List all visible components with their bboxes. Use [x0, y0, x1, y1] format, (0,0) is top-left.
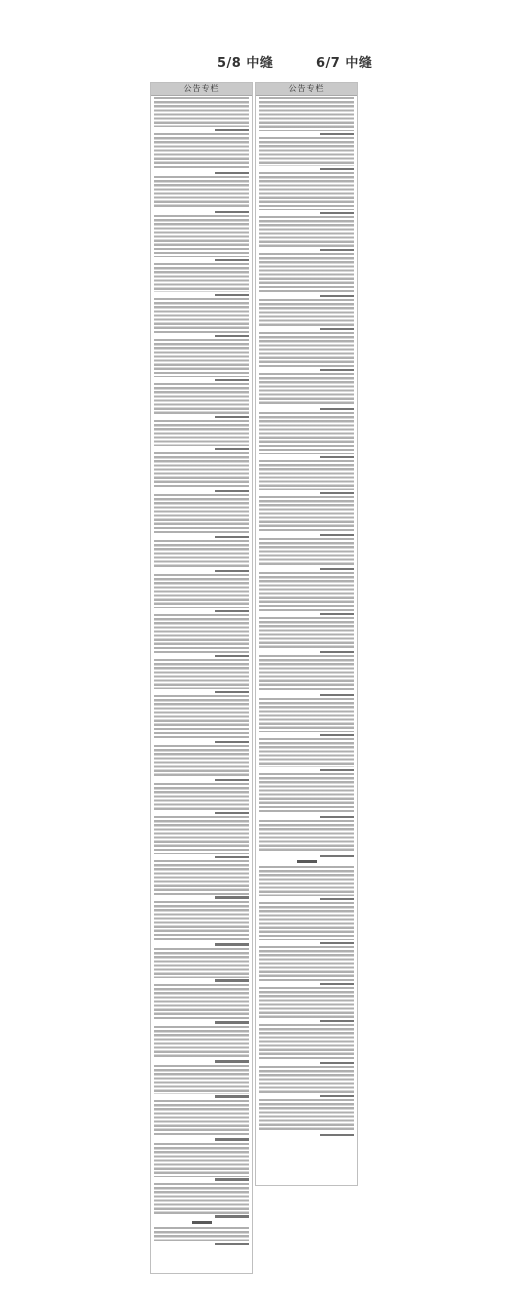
court-signature-line: [154, 210, 249, 215]
notice-column-body: [256, 96, 357, 1137]
court-signature-line: [259, 566, 354, 571]
notice-paragraph: [259, 902, 354, 940]
notice-paragraph: [154, 133, 249, 170]
court-signature-line: [154, 1020, 249, 1025]
court-signature-line: [154, 810, 249, 815]
notice-paragraph: [154, 540, 249, 568]
court-signature-line: [259, 1132, 354, 1137]
notice-paragraph: [259, 373, 354, 406]
court-signature-line: [154, 978, 249, 983]
court-signature-line: [259, 248, 354, 253]
court-signature-line: [154, 1177, 249, 1182]
notice-paragraph: [154, 383, 249, 414]
notice-paragraph: [259, 460, 354, 490]
notice-paragraph: [259, 137, 354, 166]
court-signature-line: [259, 368, 354, 373]
notice-paragraph: [154, 494, 249, 534]
court-signature-line: [154, 1241, 249, 1246]
notice-paragraph: [259, 253, 354, 293]
court-signature-line: [154, 739, 249, 744]
court-signature-line: [259, 940, 354, 945]
notice-paragraph: [259, 332, 354, 367]
notice-paragraph: [154, 614, 249, 653]
notice-paragraph: [154, 215, 249, 257]
notice-paragraph: [259, 617, 354, 649]
court-signature-line: [259, 532, 354, 537]
court-signature-line: [154, 1137, 249, 1142]
notice-paragraph: [154, 574, 249, 608]
notice-paragraph: [154, 1026, 249, 1059]
notice-paragraph: [154, 452, 249, 488]
court-signature-line: [259, 167, 354, 172]
court-signature-line: [154, 171, 249, 176]
spread-label-6-7: 6/7 中缝: [316, 56, 373, 71]
court-signature-line: [259, 490, 354, 495]
notice-paragraph: [259, 299, 354, 326]
court-signature-line: [154, 1214, 249, 1219]
notice-paragraph: [154, 1100, 249, 1137]
court-signature-line: [154, 414, 249, 419]
notice-paragraph: [154, 783, 249, 810]
notice-paragraph: [259, 97, 354, 131]
court-signature-line: [154, 446, 249, 451]
court-signature-line: [154, 653, 249, 658]
notice-paragraph: [259, 216, 354, 247]
court-signature-line: [154, 128, 249, 133]
notice-paragraph: [259, 773, 354, 814]
notice-paragraph: [259, 1024, 354, 1060]
court-signature-line: [259, 211, 354, 216]
notice-section-title: [154, 1220, 249, 1226]
notice-paragraph: [154, 901, 249, 942]
notice-paragraph: [259, 172, 354, 210]
court-signature-line: [259, 767, 354, 772]
notice-column-left: [150, 82, 253, 1274]
court-signature-line: [259, 1060, 354, 1065]
notice-paragraph: [154, 1227, 249, 1241]
notice-paragraph: [259, 655, 354, 692]
court-signature-line: [154, 258, 249, 263]
court-signature-line: [154, 534, 249, 539]
column-header: 公告专栏: [256, 83, 357, 96]
court-signature-line: [259, 454, 354, 459]
notice-paragraph: [259, 946, 354, 981]
court-signature-line: [259, 1093, 354, 1098]
column-header: 公告专栏: [151, 83, 252, 96]
court-signature-line: [154, 1059, 249, 1064]
notice-paragraph: [154, 745, 249, 777]
notice-paragraph: [259, 987, 354, 1018]
notice-paragraph: [154, 263, 249, 292]
court-signature-line: [154, 942, 249, 947]
court-signature-line: [259, 897, 354, 902]
notice-paragraph: [154, 984, 249, 1020]
notice-paragraph: [154, 860, 249, 895]
notice-paragraph: [154, 695, 249, 739]
court-signature-line: [259, 611, 354, 616]
court-signature-line: [259, 981, 354, 986]
notice-paragraph: [259, 572, 354, 611]
court-signature-line: [259, 692, 354, 697]
notice-paragraph: [259, 698, 354, 732]
court-signature-line: [154, 293, 249, 298]
notice-paragraph: [154, 659, 249, 689]
notice-paragraph: [154, 1143, 249, 1177]
court-signature-line: [259, 814, 354, 819]
notice-column-right: [255, 82, 358, 1186]
court-signature-line: [259, 406, 354, 411]
court-signature-line: [154, 608, 249, 613]
court-signature-line: [154, 1094, 249, 1099]
court-signature-line: [154, 895, 249, 900]
court-signature-line: [259, 853, 354, 858]
spread-label-5-8: 5/8 中缝: [217, 56, 274, 71]
court-signature-line: [154, 488, 249, 493]
court-signature-line: [259, 1018, 354, 1023]
notice-paragraph: [259, 496, 354, 532]
court-signature-line: [259, 294, 354, 299]
notice-paragraph: [154, 948, 249, 978]
notice-paragraph: [154, 420, 249, 446]
court-signature-line: [259, 327, 354, 332]
notice-section-title: [259, 859, 354, 865]
court-signature-line: [259, 649, 354, 654]
notice-paragraph: [154, 298, 249, 333]
notice-column-body: [151, 96, 252, 1246]
court-signature-line: [259, 732, 354, 737]
notice-paragraph: [259, 538, 354, 566]
notice-paragraph: [259, 1066, 354, 1093]
court-signature-line: [154, 378, 249, 383]
notice-paragraph: [154, 97, 249, 127]
notice-paragraph: [259, 412, 354, 454]
court-signature-line: [259, 132, 354, 137]
notice-paragraph: [154, 176, 249, 209]
notice-paragraph: [154, 1183, 249, 1214]
court-signature-line: [154, 568, 249, 573]
notice-paragraph: [154, 1065, 249, 1094]
notice-paragraph: [259, 738, 354, 767]
court-signature-line: [154, 777, 249, 782]
notice-paragraph: [259, 1099, 354, 1132]
court-signature-line: [154, 334, 249, 339]
court-signature-line: [154, 854, 249, 859]
notice-paragraph: [259, 820, 354, 853]
notice-paragraph: [154, 339, 249, 377]
notice-paragraph: [154, 816, 249, 854]
notice-paragraph: [259, 866, 354, 896]
court-signature-line: [154, 689, 249, 694]
